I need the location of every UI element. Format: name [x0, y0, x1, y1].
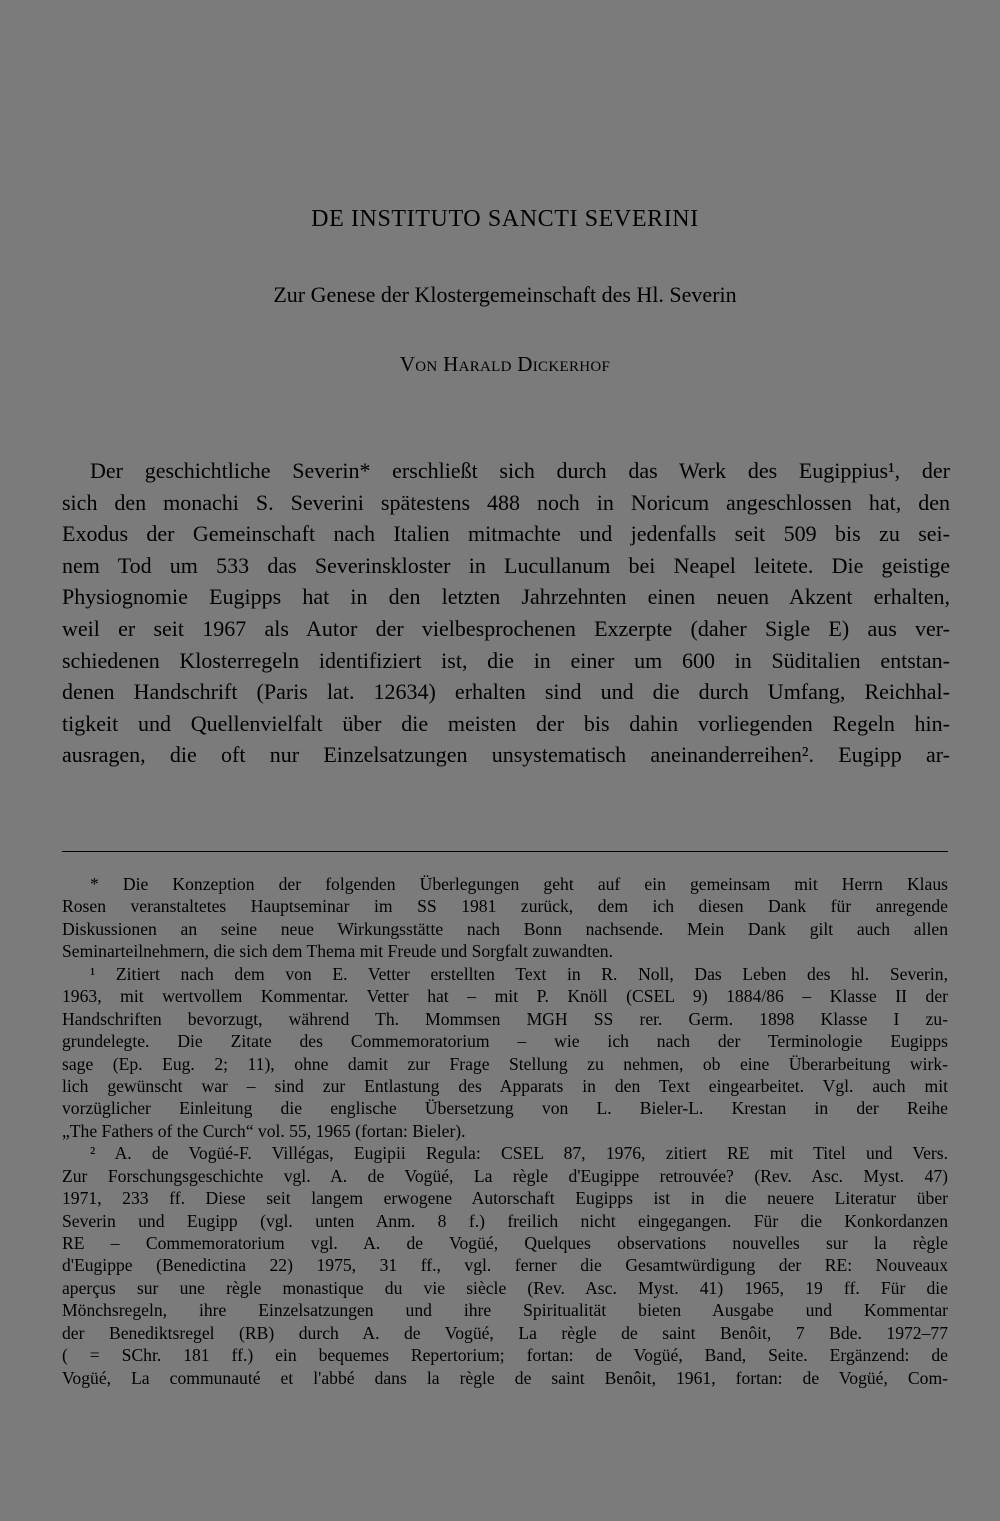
body-line: nem Tod um 533 das Severinskloster in Lucullanum bei Neapel leitete. Die geistige: [62, 552, 950, 578]
page-title: DE INSTITUTO SANCTI SEVERINI: [311, 206, 699, 232]
author-line: Von Harald Dickerhof: [399, 352, 611, 376]
footnote-line: Handschriften bevorzugt, während Th. Mommsen MGH SS rer. Germ. 1898 Klasse I zu-: [62, 1008, 948, 1029]
body-line: Physiognomie Eugipps hat in den letzten Jahrzehnten einen neuen Akzent erhalten,: [62, 584, 950, 610]
body-line: weil er seit 1967 als Autor der vielbesprochenen Exzerpte (daher Sigle E) aus ver-: [62, 615, 950, 641]
footnote-line: RE – Commemoratorium vgl. A. de Vogüé, Quelques observations nouvelles sur la règle: [62, 1233, 948, 1253]
footnote-line: 1971, 233 ff. Diese seit langem erwogene Autorschaft Eugipps ist in die neuere Literatur über: [62, 1188, 948, 1209]
body-line: sich den monachi S. Severini spätestens 488 noch in Noricum angeschlossen hat, den: [62, 489, 950, 515]
footnote-line: d'Eugippe (Benedictina 22) 1975, 31 ff., vgl. ferner die Gesamtwürdigung der RE: Nouveaux: [62, 1255, 948, 1276]
footnote-line: der Benediktsregel (RB) durch A. de Vogüé, La règle de saint Benôit, 7 Bde. 1972–77: [62, 1322, 948, 1343]
footnote-line: vorzüglicher Einleitung die englische Übersetzung von L. Bieler-L. Krestan in der Reihe: [62, 1098, 948, 1119]
footnote-line: grundelegte. Die Zitate des Commemoratorium – wie ich nach der Terminologie Eugipps: [62, 1031, 948, 1052]
footnote-line: Mönchsregeln, ihre Einzelsatzungen und ihre Spiritualität bieten Ausgabe und Kommentar: [62, 1300, 948, 1321]
footnote-line: * Die Konzeption der folgenden Überlegungen geht auf ein gemeinsam mit Herrn Klaus: [90, 874, 948, 894]
body-line: ausragen, die oft nur Einzelsatzungen unsystematisch aneinanderreihen². Eugipp ar-: [62, 742, 950, 768]
footnotes: [62, 873, 948, 1389]
body-line: schiedenen Klosterregeln identifiziert ist, die in einer um 600 in Süditalien entstan-: [62, 647, 950, 673]
body-line: Exodus der Gemeinschaft nach Italien mitmachte und jedenfalls seit 509 bis zu sei-: [62, 521, 950, 547]
footnote-line: lich gewünscht war – sind zur Entlastung des Apparats in den Text eingearbeitet. Vgl. auch mit: [62, 1075, 948, 1096]
footnote-line: 1963, mit wertvollem Kommentar. Vetter hat – mit P. Knöll (CSEL 9) 1884/86 – Klasse II der: [62, 986, 948, 1007]
footnote-line: ¹ Zitiert nach dem von E. Vetter erstellten Text in R. Noll, Das Leben des hl. Severin,: [90, 963, 948, 984]
footnote-line: Vogüé, La communauté et l'abbé dans la règle de saint Benôit, 1961, fortan: de Vogüé, Com-: [62, 1367, 948, 1388]
body-line: denen Handschrift (Paris lat. 12634) erhalten sind und die durch Umfang, Reichhal-: [62, 679, 950, 705]
footnote-line: Severin und Eugipp (vgl. unten Anm. 8 f.) freilich nicht eingegangen. Für die Konkordanzen: [62, 1210, 948, 1231]
footnote-line: sage (Ep. Eug. 2; 11), ohne damit zur Frage Stellung zu nehmen, ob eine Überarbeitung wirk-: [62, 1053, 948, 1074]
footnote-line: „The Fathers of the Curch“ vol. 55, 1965 (fortan: Bieler).: [62, 1120, 466, 1141]
footnote-divider: [62, 851, 948, 852]
page-subtitle: Zur Genese der Klostergemeinschaft des Hl. Severin: [273, 282, 737, 307]
footnote-line: Zur Forschungsgeschichte vgl. A. de Vogüé, La règle d'Eugippe retrouvée? (Rev. Asc. Myst. 47): [62, 1165, 948, 1186]
footnote-line: ( = SChr. 181 ff.) ein bequemes Repertorium; fortan: de Vogüé, Band, Seite. Ergänzend: de: [62, 1345, 948, 1366]
body-line: tigkeit und Quellenvielfalt über die meisten der bis dahin vorliegenden Regeln hin-: [62, 710, 950, 736]
footnote-line: Diskussionen an seine neue Wirkungsstätte nach Bonn nachsende. Mein Dank gilt auch allen: [62, 918, 948, 939]
body-line: Der geschichtliche Severin* erschließt sich durch das Werk des Eugippius¹, der: [90, 458, 950, 483]
footnote-line: Rosen veranstaltetes Hauptseminar im SS 1981 zurück, dem ich diesen Dank für anregende: [62, 896, 948, 917]
footnote-line: aperçus sur une règle monastique du vie siècle (Rev. Asc. Myst. 41) 1965, 19 ff. Für die: [62, 1277, 948, 1298]
body-text: [62, 455, 950, 771]
footnote-line: ² A. de Vogüé-F. Villégas, Eugipii Regula: CSEL 87, 1976, zitiert RE mit Titel und Vers.: [90, 1143, 948, 1164]
footnote-line: Seminarteilnehmern, die sich dem Thema mit Freude und Sorgfalt zuwandten.: [62, 941, 613, 962]
